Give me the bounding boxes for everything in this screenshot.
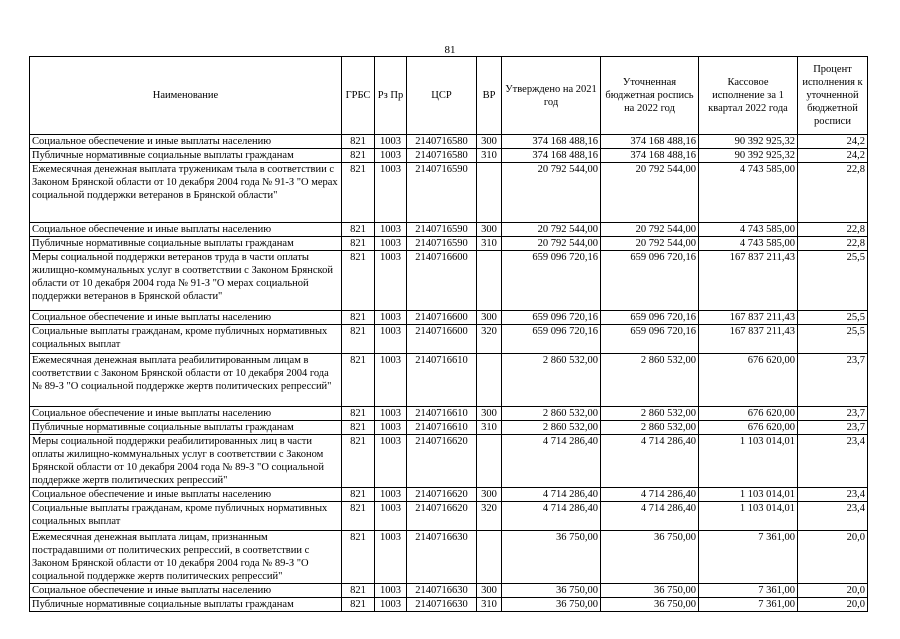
cell-rzpr: 1003 bbox=[375, 502, 407, 531]
column-header-percent: Процент исполнения к уточненной бюджетной росписи bbox=[798, 57, 868, 135]
cell-refined: 374 168 488,16 bbox=[601, 135, 699, 149]
cell-vr bbox=[477, 435, 502, 488]
cell-refined: 20 792 544,00 bbox=[601, 163, 699, 223]
table-row bbox=[30, 251, 868, 311]
cell-refined: 659 096 720,16 bbox=[601, 311, 699, 325]
cell-name: Публичные нормативные социальные выплаты гражданам bbox=[30, 149, 342, 163]
cell-approved: 20 792 544,00 bbox=[502, 163, 601, 223]
cell-csr: 2140716620 bbox=[407, 435, 477, 488]
cell-percent: 23,7 bbox=[798, 354, 868, 407]
cell-grbs: 821 bbox=[342, 502, 375, 531]
cell-cash: 4 743 585,00 bbox=[699, 223, 798, 237]
cell-cash: 167 837 211,43 bbox=[699, 251, 798, 311]
cell-grbs: 821 bbox=[342, 407, 375, 421]
cell-rzpr: 1003 bbox=[375, 223, 407, 237]
cell-name: Социальное обеспечение и иные выплаты населению bbox=[30, 311, 342, 325]
cell-grbs: 821 bbox=[342, 251, 375, 311]
cell-percent: 24,2 bbox=[798, 135, 868, 149]
cell-vr: 300 bbox=[477, 223, 502, 237]
cell-approved: 4 714 286,40 bbox=[502, 502, 601, 531]
cell-csr: 2140716580 bbox=[407, 135, 477, 149]
column-header-name: Наименование bbox=[30, 57, 342, 135]
cell-grbs: 821 bbox=[342, 421, 375, 435]
cell-approved: 2 860 532,00 bbox=[502, 407, 601, 421]
cell-csr: 2140716630 bbox=[407, 598, 477, 612]
cell-vr bbox=[477, 251, 502, 311]
cell-vr: 300 bbox=[477, 311, 502, 325]
cell-grbs: 821 bbox=[342, 135, 375, 149]
table-row bbox=[30, 435, 868, 488]
cell-name: Социальные выплаты гражданам, кроме публичных нормативных социальных выплат bbox=[30, 325, 342, 354]
cell-cash: 1 103 014,01 bbox=[699, 435, 798, 488]
cell-percent: 23,4 bbox=[798, 502, 868, 531]
cell-rzpr: 1003 bbox=[375, 421, 407, 435]
cell-percent: 22,8 bbox=[798, 237, 868, 251]
cell-rzpr: 1003 bbox=[375, 435, 407, 488]
table-row bbox=[30, 584, 868, 598]
cell-rzpr: 1003 bbox=[375, 407, 407, 421]
cell-vr: 300 bbox=[477, 488, 502, 502]
cell-rzpr: 1003 bbox=[375, 598, 407, 612]
table-row bbox=[30, 598, 868, 612]
cell-name: Ежемесячная денежная выплата лицам, признанным пострадавшими от политических репрессий, в соответствии с Законом Брянской области от 10 декабря 2004 года № 89-З "О социальной поддержке жертв политических репрессий" bbox=[30, 531, 342, 584]
table-row bbox=[30, 237, 868, 251]
cell-cash: 676 620,00 bbox=[699, 421, 798, 435]
cell-rzpr: 1003 bbox=[375, 237, 407, 251]
cell-vr: 310 bbox=[477, 421, 502, 435]
cell-refined: 36 750,00 bbox=[601, 531, 699, 584]
cell-refined: 20 792 544,00 bbox=[601, 223, 699, 237]
cell-name: Социальное обеспечение и иные выплаты населению bbox=[30, 223, 342, 237]
cell-percent: 23,4 bbox=[798, 435, 868, 488]
cell-name: Меры социальной поддержки реабилитированных лиц в части оплаты жилищно-коммунальных услуг в соответствии с Законом Брянской области от 10 декабря 2004 года № 89-З "О социальной поддержке жертв политических репрессий" bbox=[30, 435, 342, 488]
cell-grbs: 821 bbox=[342, 149, 375, 163]
cell-grbs: 821 bbox=[342, 237, 375, 251]
header-row bbox=[30, 57, 868, 135]
cell-name: Публичные нормативные социальные выплаты гражданам bbox=[30, 421, 342, 435]
cell-rzpr: 1003 bbox=[375, 325, 407, 354]
cell-approved: 20 792 544,00 bbox=[502, 223, 601, 237]
cell-name: Социальное обеспечение и иные выплаты населению bbox=[30, 584, 342, 598]
column-header-refined: Уточненная бюджетная роспись на 2022 год bbox=[601, 57, 699, 135]
cell-vr: 310 bbox=[477, 149, 502, 163]
cell-cash: 7 361,00 bbox=[699, 531, 798, 584]
cell-percent: 20,0 bbox=[798, 584, 868, 598]
cell-name: Публичные нормативные социальные выплаты гражданам bbox=[30, 598, 342, 612]
cell-approved: 36 750,00 bbox=[502, 598, 601, 612]
cell-cash: 7 361,00 bbox=[699, 598, 798, 612]
cell-approved: 2 860 532,00 bbox=[502, 354, 601, 407]
column-header-approved: Утверждено на 2021 год bbox=[502, 57, 601, 135]
cell-rzpr: 1003 bbox=[375, 488, 407, 502]
table-row bbox=[30, 135, 868, 149]
table-row bbox=[30, 354, 868, 407]
cell-cash: 167 837 211,43 bbox=[699, 311, 798, 325]
cell-rzpr: 1003 bbox=[375, 584, 407, 598]
cell-name: Публичные нормативные социальные выплаты гражданам bbox=[30, 237, 342, 251]
cell-refined: 659 096 720,16 bbox=[601, 325, 699, 354]
cell-refined: 2 860 532,00 bbox=[601, 421, 699, 435]
cell-percent: 23,4 bbox=[798, 488, 868, 502]
cell-cash: 7 361,00 bbox=[699, 584, 798, 598]
cell-percent: 22,8 bbox=[798, 223, 868, 237]
cell-percent: 23,7 bbox=[798, 407, 868, 421]
cell-cash: 4 743 585,00 bbox=[699, 163, 798, 223]
cell-cash: 90 392 925,32 bbox=[699, 149, 798, 163]
cell-cash: 167 837 211,43 bbox=[699, 325, 798, 354]
page-number: 81 bbox=[444, 44, 456, 56]
cell-percent: 22,8 bbox=[798, 163, 868, 223]
cell-csr: 2140716630 bbox=[407, 531, 477, 584]
cell-csr: 2140716590 bbox=[407, 223, 477, 237]
cell-grbs: 821 bbox=[342, 354, 375, 407]
cell-refined: 4 714 286,40 bbox=[601, 502, 699, 531]
cell-cash: 1 103 014,01 bbox=[699, 502, 798, 531]
cell-name: Меры социальной поддержки ветеранов труда в части оплаты жилищно-коммунальных услуг в соответствии с Законом Брянской области от 10 декабря 2004 года № 91-З "О мерах социальной поддержки ветеранов в Брянской области" bbox=[30, 251, 342, 311]
table-body bbox=[30, 135, 868, 612]
cell-grbs: 821 bbox=[342, 223, 375, 237]
cell-vr: 310 bbox=[477, 237, 502, 251]
cell-csr: 2140716600 bbox=[407, 325, 477, 354]
cell-csr: 2140716610 bbox=[407, 407, 477, 421]
cell-refined: 36 750,00 bbox=[601, 598, 699, 612]
cell-percent: 20,0 bbox=[798, 598, 868, 612]
cell-csr: 2140716600 bbox=[407, 251, 477, 311]
cell-approved: 36 750,00 bbox=[502, 584, 601, 598]
column-header-csr: ЦСР bbox=[407, 57, 477, 135]
cell-vr: 320 bbox=[477, 502, 502, 531]
cell-approved: 2 860 532,00 bbox=[502, 421, 601, 435]
cell-csr: 2140716590 bbox=[407, 163, 477, 223]
cell-vr bbox=[477, 531, 502, 584]
cell-refined: 659 096 720,16 bbox=[601, 251, 699, 311]
cell-rzpr: 1003 bbox=[375, 354, 407, 407]
column-header-vr: ВР bbox=[477, 57, 502, 135]
cell-rzpr: 1003 bbox=[375, 311, 407, 325]
cell-csr: 2140716580 bbox=[407, 149, 477, 163]
cell-grbs: 821 bbox=[342, 163, 375, 223]
cell-approved: 4 714 286,40 bbox=[502, 435, 601, 488]
budget-table bbox=[29, 56, 868, 612]
cell-percent: 25,5 bbox=[798, 251, 868, 311]
cell-csr: 2140716610 bbox=[407, 354, 477, 407]
cell-cash: 1 103 014,01 bbox=[699, 488, 798, 502]
cell-grbs: 821 bbox=[342, 598, 375, 612]
column-header-cash: Кассовое исполнение за 1 квартал 2022 года bbox=[699, 57, 798, 135]
cell-cash: 90 392 925,32 bbox=[699, 135, 798, 149]
cell-approved: 374 168 488,16 bbox=[502, 149, 601, 163]
cell-rzpr: 1003 bbox=[375, 531, 407, 584]
cell-approved: 4 714 286,40 bbox=[502, 488, 601, 502]
cell-csr: 2140716630 bbox=[407, 584, 477, 598]
cell-vr bbox=[477, 354, 502, 407]
table-row bbox=[30, 149, 868, 163]
cell-grbs: 821 bbox=[342, 325, 375, 354]
cell-refined: 36 750,00 bbox=[601, 584, 699, 598]
cell-refined: 2 860 532,00 bbox=[601, 354, 699, 407]
cell-grbs: 821 bbox=[342, 311, 375, 325]
cell-vr: 300 bbox=[477, 584, 502, 598]
cell-name: Ежемесячная денежная выплата реабилитированным лицам в соответствии с Законом Брянской области от 10 декабря 2004 года № 89-З "О социальной поддержке жертв политических репрессий" bbox=[30, 354, 342, 407]
cell-percent: 24,2 bbox=[798, 149, 868, 163]
cell-csr: 2140716620 bbox=[407, 488, 477, 502]
cell-csr: 2140716620 bbox=[407, 502, 477, 531]
table-row bbox=[30, 407, 868, 421]
cell-approved: 659 096 720,16 bbox=[502, 325, 601, 354]
cell-grbs: 821 bbox=[342, 435, 375, 488]
cell-approved: 659 096 720,16 bbox=[502, 251, 601, 311]
cell-csr: 2140716610 bbox=[407, 421, 477, 435]
cell-grbs: 821 bbox=[342, 488, 375, 502]
cell-name: Социальное обеспечение и иные выплаты населению bbox=[30, 407, 342, 421]
cell-approved: 374 168 488,16 bbox=[502, 135, 601, 149]
cell-grbs: 821 bbox=[342, 531, 375, 584]
cell-csr: 2140716600 bbox=[407, 311, 477, 325]
cell-refined: 4 714 286,40 bbox=[601, 435, 699, 488]
table-row bbox=[30, 531, 868, 584]
cell-refined: 2 860 532,00 bbox=[601, 407, 699, 421]
table-row bbox=[30, 163, 868, 223]
cell-name: Социальное обеспечение и иные выплаты населению bbox=[30, 135, 342, 149]
cell-vr: 300 bbox=[477, 407, 502, 421]
cell-rzpr: 1003 bbox=[375, 251, 407, 311]
cell-csr: 2140716590 bbox=[407, 237, 477, 251]
table-row bbox=[30, 502, 868, 531]
table-row bbox=[30, 488, 868, 502]
cell-grbs: 821 bbox=[342, 584, 375, 598]
table-row bbox=[30, 325, 868, 354]
cell-name: Ежемесячная денежная выплата труженикам тыла в соответствии с Законом Брянской области от 10 декабря 2004 года № 91-З "О мерах социальной поддержки ветеранов в Брянской области" bbox=[30, 163, 342, 223]
cell-cash: 676 620,00 bbox=[699, 354, 798, 407]
cell-vr: 320 bbox=[477, 325, 502, 354]
cell-percent: 25,5 bbox=[798, 325, 868, 354]
cell-vr: 310 bbox=[477, 598, 502, 612]
cell-refined: 374 168 488,16 bbox=[601, 149, 699, 163]
table-header bbox=[30, 57, 868, 135]
cell-percent: 23,7 bbox=[798, 421, 868, 435]
cell-approved: 36 750,00 bbox=[502, 531, 601, 584]
cell-refined: 4 714 286,40 bbox=[601, 488, 699, 502]
cell-rzpr: 1003 bbox=[375, 163, 407, 223]
cell-percent: 20,0 bbox=[798, 531, 868, 584]
cell-percent: 25,5 bbox=[798, 311, 868, 325]
table-row bbox=[30, 223, 868, 237]
cell-cash: 4 743 585,00 bbox=[699, 237, 798, 251]
column-header-rzpr: Рз Пр bbox=[375, 57, 407, 135]
cell-rzpr: 1003 bbox=[375, 135, 407, 149]
cell-rzpr: 1003 bbox=[375, 149, 407, 163]
cell-approved: 659 096 720,16 bbox=[502, 311, 601, 325]
cell-name: Социальное обеспечение и иные выплаты населению bbox=[30, 488, 342, 502]
column-header-grbs: ГРБС bbox=[342, 57, 375, 135]
cell-refined: 20 792 544,00 bbox=[601, 237, 699, 251]
cell-vr bbox=[477, 163, 502, 223]
table-row bbox=[30, 311, 868, 325]
cell-cash: 676 620,00 bbox=[699, 407, 798, 421]
table-row bbox=[30, 421, 868, 435]
cell-approved: 20 792 544,00 bbox=[502, 237, 601, 251]
cell-name: Социальные выплаты гражданам, кроме публичных нормативных социальных выплат bbox=[30, 502, 342, 531]
cell-vr: 300 bbox=[477, 135, 502, 149]
